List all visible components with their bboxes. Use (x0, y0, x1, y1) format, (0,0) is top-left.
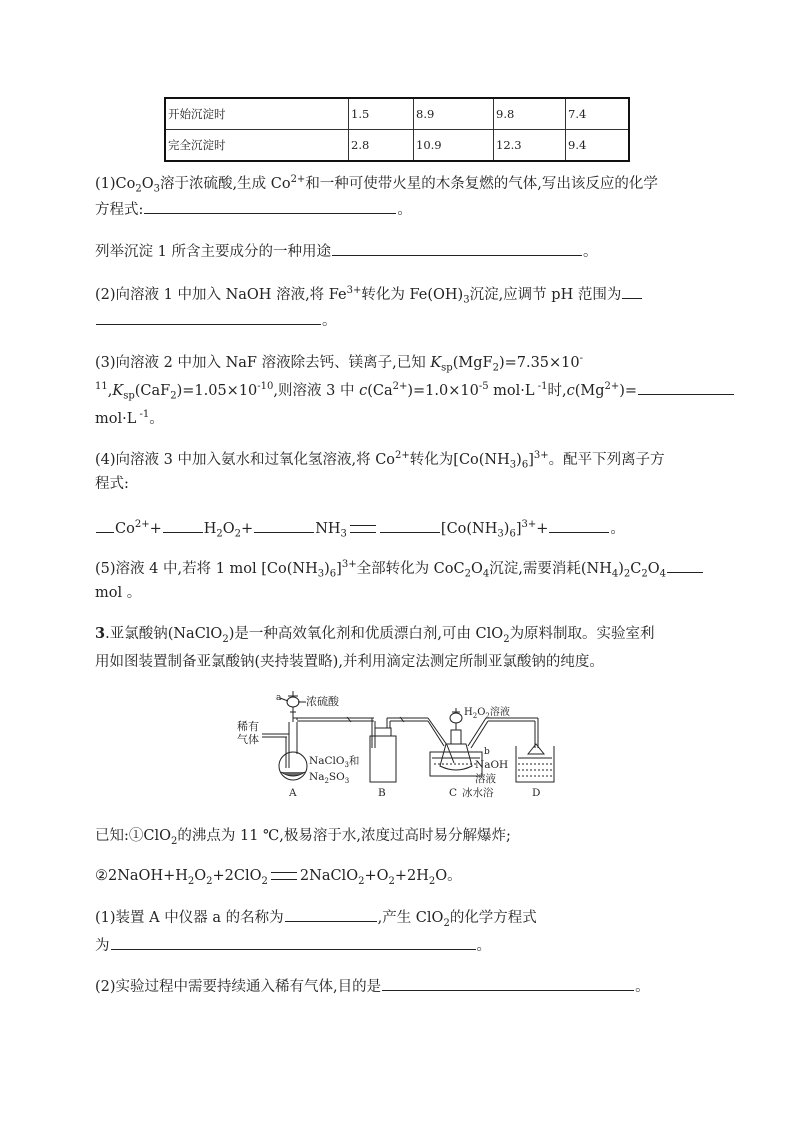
table-cell: 7.4 (566, 98, 630, 130)
p3-text: .亚氯酸钠(NaClO (105, 626, 223, 642)
subscript: 2 (171, 835, 178, 847)
label-solution: 溶液 (475, 773, 496, 785)
tube-b-c (428, 718, 454, 763)
label-station-d: D (532, 787, 541, 799)
subscript: 4 (611, 568, 619, 580)
q4-text: 程式: (95, 476, 129, 492)
p3-text: 为原料制取。实验室利 (509, 626, 655, 642)
beaker-d (516, 744, 554, 782)
superscript: 2+ (290, 174, 306, 185)
coefficient-blank[interactable] (254, 517, 314, 533)
q1-line2 (95, 198, 412, 220)
known-text: +2ClO (212, 868, 262, 884)
q3-text: (MgF (452, 354, 493, 371)
q3-text: )=7.35×10 (498, 354, 580, 371)
q4-text: (4)向溶液 3 中加入氨水和过氧化氢溶液,将 Co (95, 451, 396, 468)
answer-blank[interactable] (285, 906, 377, 922)
q4-eq-text: [Co(NH (440, 520, 498, 537)
known-text: +O (364, 868, 389, 884)
q1-text: 溶于浓硫酸,生成 Co (160, 175, 291, 192)
coefficient-blank[interactable] (96, 517, 114, 533)
q4-eq-text: NH (315, 520, 341, 537)
subscript: 4 (482, 568, 490, 580)
q4-equation (95, 515, 625, 545)
answer-blank[interactable] (667, 557, 703, 573)
superscript: 3+ (341, 559, 357, 570)
known-text: ②2NaOH+H (95, 868, 188, 884)
problem-number: 3 (95, 625, 106, 642)
q5-text: 全部转化为 CoC (356, 560, 465, 577)
superscript: -1 (534, 381, 548, 392)
q5-line1 (95, 555, 704, 585)
q3-symbol: K (430, 354, 442, 371)
q3-symbol: c (566, 382, 575, 399)
answer-blank[interactable] (111, 934, 476, 950)
q4-line2 (95, 474, 129, 494)
label-h2o2: $H_2O_2$溶液 (464, 707, 510, 720)
table-cell: 1.5 (349, 98, 414, 130)
superscript: 2+ (604, 381, 620, 392)
q5-text: C (630, 560, 642, 577)
q5-text: (5)溶液 4 中,若将 1 mol [Co(NH (95, 560, 318, 577)
label-b: b (484, 747, 490, 757)
label-flask-line2: $Na_2SO_3$ (309, 771, 350, 785)
superscript: - (579, 353, 584, 364)
superscript: 2+ (395, 450, 410, 461)
p3q1-text: (1)装置 A 中仪器 a 的名称为 (95, 910, 284, 926)
p3q1-text: ,产生 ClO (377, 910, 444, 926)
superscript: 2+ (134, 519, 150, 530)
tube-a-b (293, 717, 375, 748)
known-line1 (95, 826, 511, 852)
q5-text: ) (324, 560, 330, 577)
coefficient-blank[interactable] (380, 517, 440, 533)
q5-text: ] (336, 560, 342, 577)
table-cell: 8.9 (414, 98, 494, 130)
q3-text: (3)向溶液 2 中加入 NaF 溶液除去钙、镁离子,已知 (95, 354, 431, 371)
table-cell: 2.8 (349, 130, 414, 162)
q3-text: mol·L (488, 382, 535, 399)
q4-text: ) (516, 451, 522, 468)
known-text: O。 (435, 868, 462, 884)
q5-text: 沉淀,需要消耗(NH (489, 560, 612, 577)
q2-text: 。 (322, 313, 337, 329)
label-acid: 浓硫酸 (306, 695, 339, 708)
q5-text: O (470, 560, 483, 577)
q2-line2 (95, 309, 337, 331)
answer-blank[interactable] (622, 283, 642, 299)
q3-text: (Ca (367, 382, 393, 399)
subscript: 2 (135, 183, 142, 195)
answer-blank[interactable] (144, 198, 396, 214)
q3-line3 (95, 405, 164, 429)
q4-text: ] (528, 451, 534, 468)
subscript: 2 (222, 633, 229, 645)
p3q1-text: 的化学方程式 (449, 910, 537, 926)
known-text: 已知:①ClO (95, 828, 172, 844)
label-gas2: 气体 (237, 733, 259, 746)
subscript: 6 (521, 459, 529, 471)
label-station-c: C (449, 787, 458, 799)
superscript: 2+ (392, 381, 408, 392)
q4-eq-text: ) (503, 520, 510, 537)
subscript: 2 (187, 875, 195, 887)
equals-sign (350, 525, 376, 533)
p3q1-text: 。 (476, 938, 491, 954)
subscript: 6 (329, 568, 337, 580)
table-cell: 9.4 (566, 130, 630, 162)
q3-text: )=1.05×10 (176, 382, 258, 399)
p3-text: )是一种高效氧化剂和优质漂白剂,可由 ClO (228, 626, 504, 642)
q1-text: 和一种可使带火星的木条复燃的气体,写出该反应的化学 (305, 175, 658, 192)
q3-text: mol·L (95, 410, 137, 427)
bottle-b (370, 717, 428, 782)
label-naoh: NaOH (475, 759, 509, 771)
q3-text: (Mg (574, 382, 605, 399)
q1-text: 方程式: (95, 202, 144, 218)
p3q2-line (95, 975, 650, 997)
known-text: +2H (394, 868, 429, 884)
p3q1-text: 为 (95, 938, 110, 954)
label-station-a: A (289, 787, 297, 799)
subscript: 3 (153, 183, 161, 195)
superscript: 11 (95, 381, 108, 392)
subscript: 2 (623, 568, 631, 580)
table-cell: 完全沉淀时 (165, 130, 349, 162)
q3-text: )=1.0×10 (407, 382, 479, 399)
table-cell: 10.9 (414, 130, 494, 162)
subscript: 3 (317, 568, 325, 580)
q4-eq-text: + (536, 520, 549, 537)
q4-eq-text: 。 (610, 520, 625, 537)
subscript: 2 (443, 917, 450, 929)
coefficient-blank[interactable] (163, 517, 203, 533)
q3-text: 。 (149, 410, 164, 427)
subscript: 3 (509, 459, 517, 471)
table-cell: 开始沉淀时 (165, 98, 349, 130)
q2-text: 转化为 Fe(OH) (361, 286, 464, 303)
superscript: 3+ (533, 450, 549, 461)
subscript: 2 (358, 875, 365, 887)
apparatus-diagram (232, 688, 562, 806)
subscript: 2 (641, 568, 648, 580)
ph-table (164, 97, 630, 162)
subscript: 2 (261, 875, 268, 887)
subscript: 2 (492, 362, 499, 374)
known-text: 2NaClO (299, 868, 359, 884)
subscript: 2 (428, 875, 436, 887)
q5-line2 (95, 583, 141, 603)
p3q2-text: 。 (635, 979, 650, 995)
p3q2-text: (2)实验过程中需要持续通入稀有气体,目的是 (95, 979, 382, 995)
equals-sign (271, 872, 297, 880)
superscript: 3+ (346, 285, 362, 296)
subscript: sp (123, 390, 135, 402)
label-a: a (276, 693, 282, 703)
flask-a (279, 691, 307, 780)
p3-line2 (95, 652, 604, 672)
superscript: -10 (257, 381, 274, 392)
coefficient-blank[interactable] (549, 517, 609, 533)
q4-line1 (95, 446, 665, 476)
q3-text: ,则溶液 3 中 (273, 382, 360, 399)
superscript: -5 (478, 381, 489, 392)
p3q1-line1 (95, 906, 537, 934)
subscript: 3 (340, 528, 347, 540)
subscript: 3 (463, 294, 470, 306)
table-row (165, 98, 629, 130)
subscript: 2 (206, 875, 213, 887)
subscript: 2 (464, 568, 471, 580)
q5-text: mol 。 (95, 585, 142, 601)
subscript: 2 (388, 875, 395, 887)
label-gas1: 稀有 (237, 720, 259, 733)
subscript: 4 (659, 568, 667, 580)
table-cell: 12.3 (494, 130, 566, 162)
table-row (165, 130, 629, 162)
answer-blank[interactable] (96, 309, 321, 325)
subscript: 2 (170, 390, 177, 402)
q4-eq-text: H (203, 520, 217, 537)
subscript: 2 (216, 528, 223, 540)
q1-text: 。 (397, 202, 412, 218)
q2-text: 沉淀,应调节 pH 范围为 (469, 286, 622, 303)
q1-text: O (141, 175, 154, 192)
q3-symbol: c (359, 382, 368, 399)
answer-blank[interactable] (332, 240, 582, 256)
q1-use-line (95, 240, 597, 262)
answer-blank[interactable] (638, 379, 734, 395)
subscript: sp (441, 362, 453, 374)
q3-line2: $^{11},K_{sp}(CaF_2)=1.05\times 10^{-10}$,则溶液 3 中 $c(Ca^{2+})=1.0\times 10^{-5}$ mol·L $^{-1}$时$,c(Mg^{2+})=$ (95, 377, 735, 407)
known-text: O (194, 868, 207, 884)
q1-line1 (95, 170, 658, 200)
subscript: 2 (234, 528, 242, 540)
label-flask-line1: NaClO$_3$和 (309, 755, 360, 769)
q4-eq-text: + (241, 520, 254, 537)
q4-text: 。配平下列离子方 (548, 451, 665, 468)
q3-symbol: K (112, 382, 124, 399)
q4-eq-text: ] (515, 520, 522, 537)
q1-use-text: 列举沉淀 1 所含主要成分的一种用途 (95, 244, 331, 260)
q4-eq-text: + (149, 520, 162, 537)
p3q1-line2 (95, 934, 491, 956)
q4-eq-text: Co (115, 520, 135, 537)
answer-blank[interactable] (382, 975, 634, 991)
p3-line1 (95, 624, 655, 650)
q2-line1 (95, 281, 643, 311)
q1-text: 。 (582, 244, 598, 260)
q3-text: (CaF (134, 382, 171, 399)
q2-text: (2)向溶液 1 中加入 NaOH 溶液,将 Fe (95, 286, 347, 303)
q5-text: O (647, 560, 660, 577)
tube-c-d (468, 718, 538, 748)
subscript: 6 (509, 528, 516, 540)
superscript: 3+ (521, 519, 537, 530)
gas-inlet-tube (262, 734, 289, 768)
p3-text: 用如图装置制备亚氯酸钠(夹持装置略),并利用滴定法测定所制亚氯酸钠的纯度。 (95, 654, 604, 670)
subscript: 3 (497, 528, 504, 540)
q5-text: ) (618, 560, 624, 577)
q3-line1 (95, 349, 583, 379)
known-text: 的沸点为 11 ℃,极易溶于水,浓度过高时易分解爆炸; (177, 828, 511, 844)
superscript: -1 (136, 409, 150, 420)
q3-text: )= (619, 382, 638, 399)
q3-text: 时, (547, 382, 567, 399)
label-station-b: B (378, 787, 386, 799)
subscript: 2 (503, 633, 510, 645)
label-ice-bath: 冰水浴 (462, 787, 494, 799)
table-cell: 9.8 (494, 98, 566, 130)
known-line2 (95, 866, 462, 892)
q4-text: 转化为[Co(NH (409, 451, 510, 468)
q4-eq-text: O (222, 520, 235, 537)
q1-text: (1)Co (95, 175, 136, 192)
